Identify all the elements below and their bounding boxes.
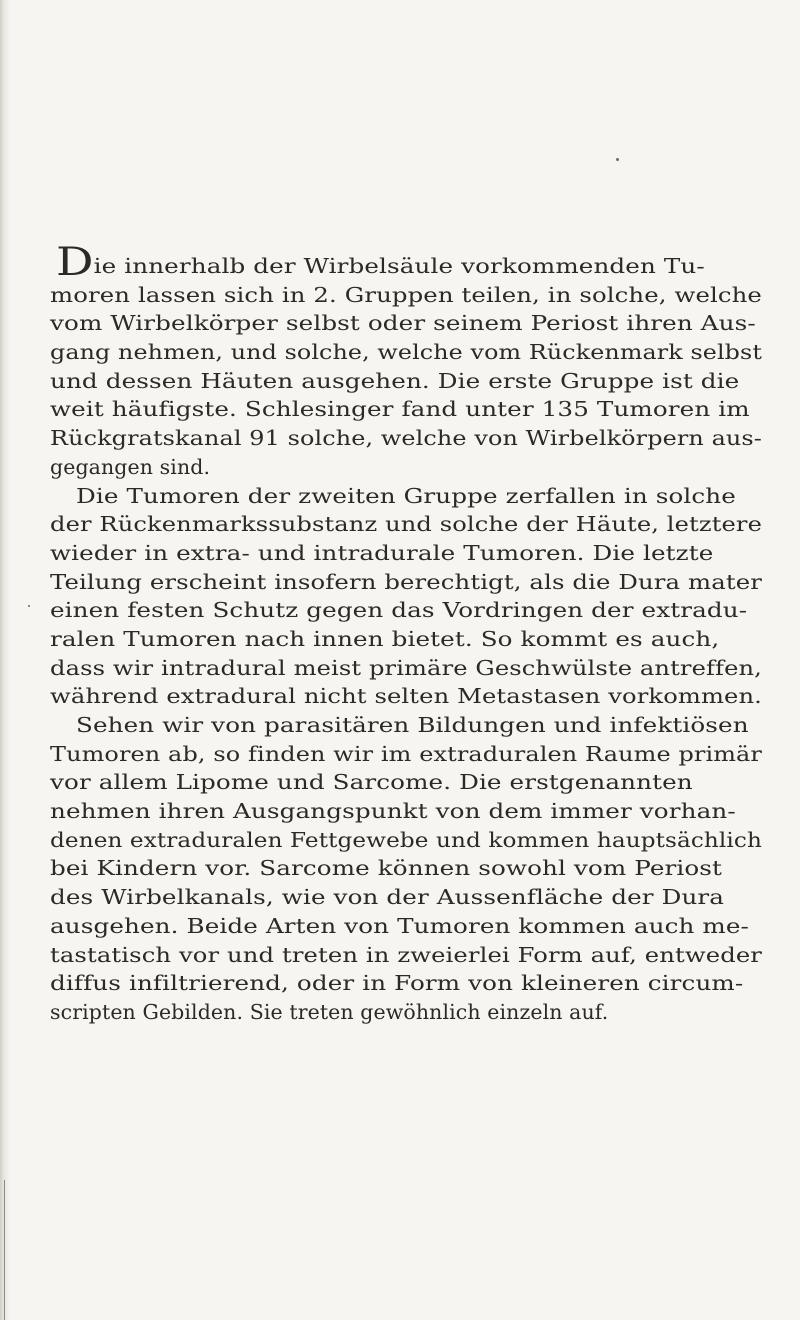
- text-line: [50, 240, 762, 285]
- text-line: [50, 395, 762, 424]
- text-line: [50, 768, 762, 797]
- text-line: [50, 510, 762, 539]
- line-text: ie innerhalb der Wirbelsäule vorkommenden Tu-: [93, 254, 705, 278]
- text-line: [50, 539, 762, 568]
- line-text: ausgehen. Beide Arten von Tumoren kommen auch me-: [50, 913, 749, 938]
- text-line: [50, 424, 762, 453]
- line-text: gang nehmen, und solche, welche vom Rückenmark selbst: [50, 340, 763, 365]
- line-text: dass wir intradural meist primäre Geschwülste antreffen,: [50, 655, 762, 680]
- text-line: [50, 682, 762, 711]
- paragraph: [50, 240, 763, 482]
- line-text: Teilung erscheint insofern berechtigt, als die Dura mater: [50, 569, 762, 594]
- paragraph: [50, 711, 762, 1027]
- line-text: Rückgratskanal 91 solche, welche von Wirbelkörpern aus-: [50, 426, 763, 451]
- text-line: [50, 338, 762, 367]
- line-text: wieder in extra- und intradurale Tumoren. Die letzte: [50, 540, 714, 565]
- line-text: des Wirbelkanals, wie von der Aussenfläche der Dura: [50, 885, 725, 910]
- line-text: denen extraduralen Fettgewebe und kommen hauptsächlich: [50, 827, 762, 852]
- text-line-indented: [50, 482, 762, 511]
- line-text: diffus infiltrierend, oder in Form von kleineren circum-: [50, 971, 744, 996]
- text-line: [50, 941, 762, 970]
- line-text: vom Wirbelkörper selbst oder seinem Periost ihren Aus-: [50, 311, 756, 336]
- text-line: [50, 596, 762, 625]
- text-line: [50, 740, 762, 769]
- page-binding-edge: [0, 0, 10, 1320]
- text-line: [50, 367, 762, 396]
- text-line: [50, 568, 762, 597]
- stray-ink-dot: [28, 605, 30, 607]
- line-text: tastatisch vor und treten in zweierlei Form auf, entweder: [50, 942, 763, 967]
- line-text: bei Kindern vor. Sarcome können sowohl vom Periost: [50, 856, 723, 881]
- text-line-last: [50, 998, 762, 1027]
- line-text: ralen Tumoren nach innen bietet. So kommt es auch,: [50, 626, 720, 651]
- text-line: [50, 912, 762, 941]
- line-text: während extradural nicht selten Metastasen vorkommen.: [50, 684, 762, 709]
- text-line: [50, 826, 762, 855]
- line-text: gegangen sind.: [50, 454, 211, 479]
- text-line: [50, 969, 762, 998]
- page-edge-line: [4, 1180, 5, 1320]
- line-text: vor allem Lipome und Sarcome. Die erstgenannten: [50, 770, 693, 795]
- text-line: [50, 309, 762, 338]
- text-line: [50, 854, 762, 883]
- stray-ink-dot: [616, 158, 619, 161]
- text-line: [50, 883, 762, 912]
- text-line-indented: [50, 711, 762, 740]
- line-text: der Rückenmarkssubstanz und solche der Häute, letztere: [50, 512, 762, 537]
- drop-cap: D: [56, 240, 94, 285]
- text-line: [50, 797, 762, 826]
- text-line: [50, 654, 762, 683]
- text-line: [50, 625, 762, 654]
- line-text: nehmen ihren Ausgangspunkt von dem immer vorhan-: [50, 799, 736, 824]
- book-page-text: [50, 240, 763, 1027]
- line-text: moren lassen sich in 2. Gruppen teilen, in solche, welche: [50, 282, 762, 307]
- line-text: Tumoren ab, so finden wir im extraduralen Raume primär: [50, 741, 762, 766]
- paragraph: [50, 482, 762, 712]
- text-line: [50, 281, 762, 310]
- line-text: einen festen Schutz gegen das Vordringen der extradu-: [50, 598, 748, 623]
- line-text: und dessen Häuten ausgehen. Die erste Gruppe ist die: [50, 368, 740, 393]
- text-line-last: [50, 453, 762, 482]
- line-text: Sehen wir von parasitären Bildungen und infektiösen: [76, 713, 749, 737]
- line-text: weit häufigste. Schlesinger fand unter 135 Tumoren im: [50, 397, 750, 422]
- line-text: scripten Gebilden. Sie treten gewöhnlich einzeln auf.: [50, 999, 609, 1024]
- line-text: Die Tumoren der zweiten Gruppe zerfallen in solche: [76, 483, 736, 508]
